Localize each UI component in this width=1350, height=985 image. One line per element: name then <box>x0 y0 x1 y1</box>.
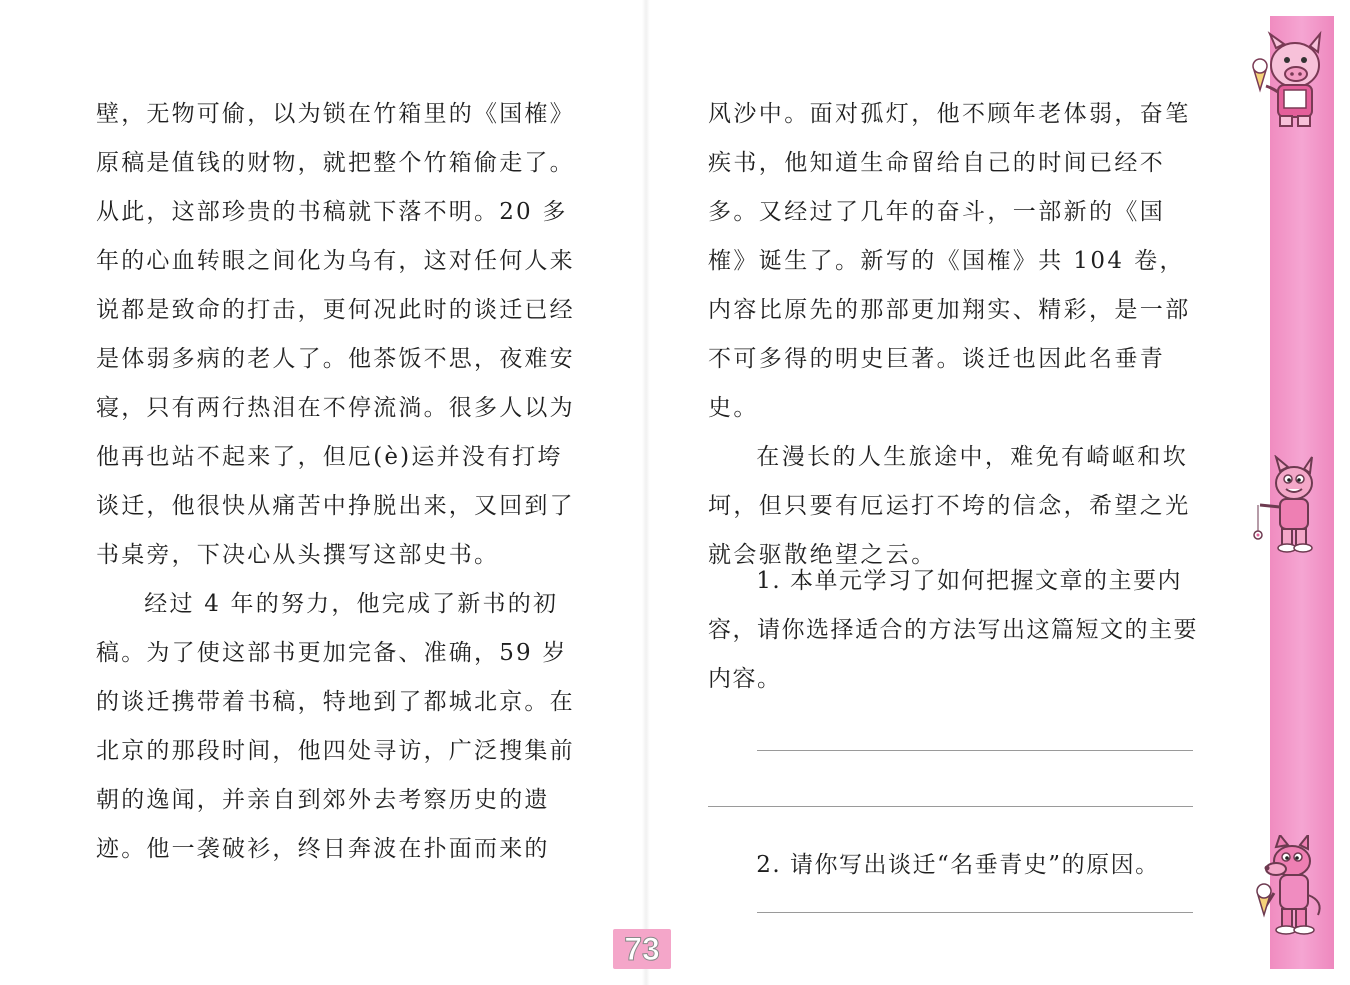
right-text-column <box>708 90 1198 580</box>
question-2-text: 2. 请你写出谈迁“名垂青史”的原因。 <box>756 852 1160 878</box>
paragraph: 在漫长的人生旅途中，难免有崎岖和坎坷，但只要有厄运打不垮的信念，希望之光就会驱散绝望之云。 <box>708 444 1191 568</box>
question-1 <box>708 557 1198 704</box>
page-spine <box>642 0 650 985</box>
paragraph: 经过 4 年的努力，他完成了新书的初稿。为了使这部书更加完备、准确，59 岁的谈迁携带着书稿，特地到了都城北京。在北京的那段时间，他四处寻访，广泛搜集前朝的逸闻，并亲自到郊外去考察历史的遗迹。他一袭破衫，终日奔波在扑面而来的 <box>96 591 575 862</box>
question-1-text: 1. 本单元学习了如何把握文章的主要内容，请你选择适合的方法写出这篇短文的主要内容。 <box>708 568 1198 692</box>
pig-mascot-icon <box>1240 30 1336 130</box>
paragraph: 风沙中。面对孤灯，他不顾年老体弱，奋笔疾书，他知道生命留给自己的时间已经不多。又经过了几年的奋斗，一部新的《国榷》诞生了。新写的《国榷》共 104 卷，内容比原先的那部更加翔实、精彩，是一部不可多得的明史巨著。谈迁也因此名垂青史。 <box>708 101 1191 421</box>
question-2 <box>708 818 1198 913</box>
answer-line[interactable] <box>708 806 1193 807</box>
answer-line[interactable] <box>757 750 1193 751</box>
page-number: 73 <box>613 929 671 969</box>
wolf-ice-cream-mascot-icon <box>1248 835 1336 945</box>
paragraph: 壁，无物可偷，以为锁在竹箱里的《国榷》原稿是值钱的财物，就把整个竹箱偷走了。从此，这部珍贵的书稿就下落不明。20 多年的心血转眼之间化为乌有，这对任何人来说都是致命的打击，更何况此时的谈迁已经是体弱多病的老人了。他茶饭不思，夜难安寝，只有两行热泪在不停流淌。很多人以为他再也站不起来了，但厄(è)运并没有打垮谈迁，他很快从痛苦中挣脱出来，又回到了书桌旁，下决心从头撰写这部史书。 <box>96 101 575 568</box>
answer-line[interactable] <box>757 912 1193 913</box>
left-text-column <box>96 90 584 874</box>
wolf-yoyo-mascot-icon <box>1246 455 1336 555</box>
